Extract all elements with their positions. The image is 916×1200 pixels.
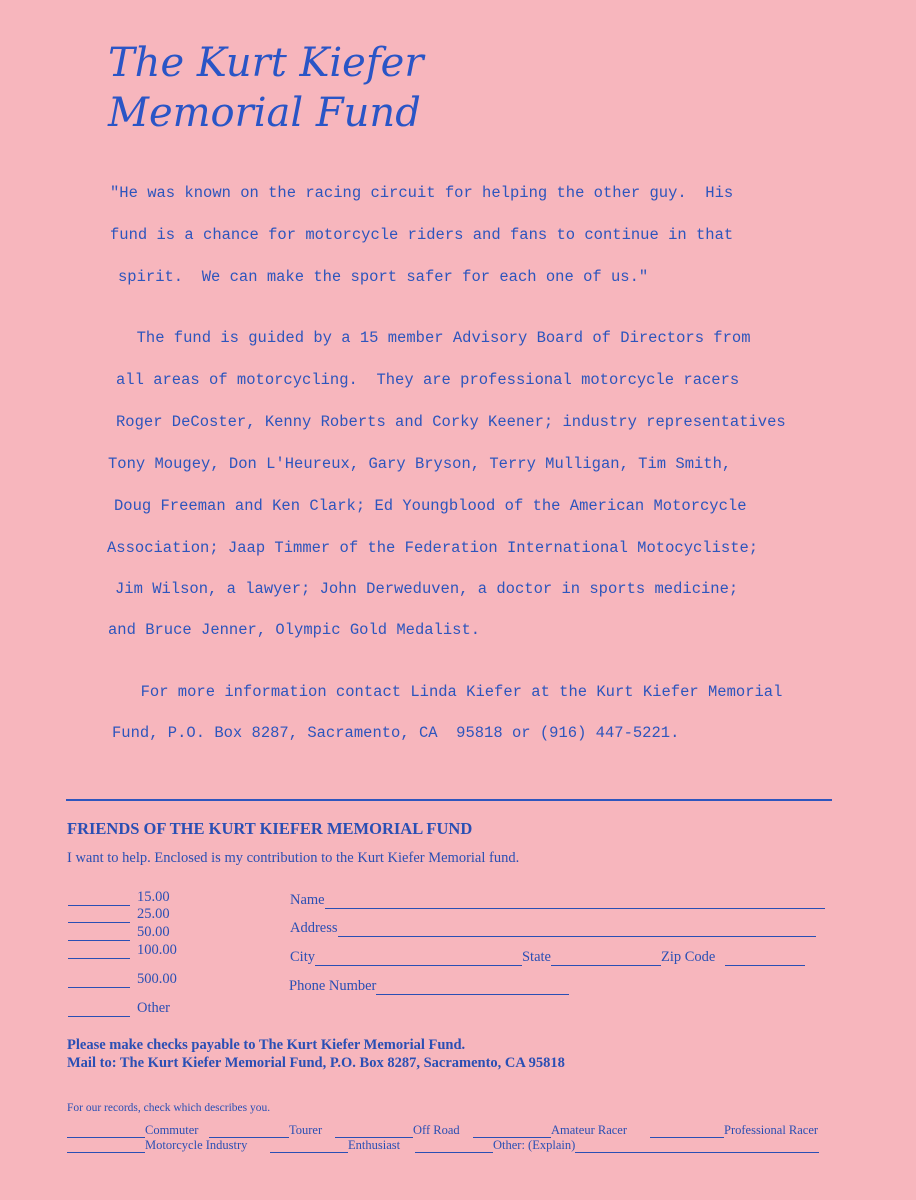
name-field [290, 892, 825, 909]
amount-checkline[interactable] [68, 944, 130, 959]
quote-line: "He was known on the racing circuit for helping the other guy. His [110, 184, 734, 202]
record-checkline[interactable] [270, 1141, 348, 1153]
form-heading: FRIENDS OF THE KURT KIEFER MEMORIAL FUND [67, 819, 473, 838]
board-line: Jim Wilson, a lawyer; John Derweduven, a doctor in sports medicine; [115, 580, 739, 598]
amount-option-15[interactable] [68, 889, 170, 906]
record-label: Tourer [289, 1123, 323, 1137]
city-label: City [290, 949, 315, 965]
record-option-off-road[interactable] [335, 1123, 460, 1138]
zip-label: Zip Code [660, 949, 716, 965]
state-label: State [521, 949, 551, 965]
divider-rule [66, 799, 832, 801]
record-option-other[interactable] [415, 1138, 819, 1153]
amount-label: 100.00 [137, 942, 177, 958]
phone-field [289, 978, 569, 995]
record-checkline[interactable] [473, 1126, 551, 1138]
record-option-enthusiast[interactable] [270, 1138, 400, 1153]
board-line: Tony Mougey, Don L'Heureux, Gary Bryson, Terry Mulligan, Tim Smith, [108, 455, 732, 473]
form-intro: I want to help. Enclosed is my contribution to the Kurt Kiefer Memorial fund. [67, 850, 520, 866]
amount-checkline[interactable] [68, 926, 130, 941]
amount-label: 15.00 [137, 889, 170, 905]
checks-note: Please make checks payable to The Kurt Kiefer Memorial Fund. [67, 1037, 466, 1053]
contact-line: For more information contact Linda Kiefer at the Kurt Kiefer Memorial [122, 683, 783, 701]
phone-label: Phone Number [289, 978, 377, 994]
records-heading: For our records, check which describes you. [67, 1102, 271, 1114]
title-line-2: Memorial Fund [108, 90, 421, 136]
record-checkline[interactable] [335, 1126, 413, 1138]
amount-checkline[interactable] [68, 891, 130, 906]
quote-line: spirit. We can make the sport safer for each one of us." [118, 268, 649, 286]
city-state-zip-field [290, 949, 805, 966]
amount-label: 25.00 [137, 906, 170, 922]
state-input-line[interactable] [551, 951, 661, 966]
record-label: Commuter [145, 1123, 199, 1137]
record-checkline[interactable] [415, 1141, 493, 1153]
record-option-tourer[interactable] [209, 1123, 322, 1138]
amount-checkline[interactable] [68, 1002, 130, 1017]
record-label: Professional Racer [724, 1123, 819, 1137]
amount-checkline[interactable] [68, 908, 130, 923]
amount-label: 50.00 [137, 924, 170, 940]
amount-option-other[interactable] [68, 1000, 170, 1017]
amount-label: 500.00 [137, 971, 177, 987]
board-line: all areas of motorcycling. They are professional motorcycle racers [116, 371, 740, 389]
record-option-professional-racer[interactable] [650, 1123, 818, 1138]
record-label: Other: (Explain) [493, 1138, 576, 1152]
record-label: Off Road [413, 1123, 460, 1137]
record-label: Enthusiast [348, 1138, 401, 1152]
record-option-commuter[interactable] [67, 1123, 198, 1138]
city-input-line[interactable] [315, 951, 522, 966]
amount-option-50[interactable] [68, 924, 170, 941]
record-checkline[interactable] [209, 1126, 289, 1138]
board-line: Doug Freeman and Ken Clark; Ed Youngblood of the American Motorcycle [114, 497, 747, 515]
record-label: Motorcycle Industry [145, 1138, 248, 1152]
explain-input-line[interactable] [575, 1141, 819, 1153]
phone-input-line[interactable] [376, 980, 569, 995]
amount-option-100[interactable] [68, 942, 177, 959]
address-label: Address [290, 920, 338, 936]
record-checkline[interactable] [650, 1126, 724, 1138]
amount-label: Other [137, 1000, 171, 1016]
record-checkline[interactable] [67, 1141, 145, 1153]
title-line-1: The Kurt Kiefer [108, 40, 424, 86]
contact-line: Fund, P.O. Box 8287, Sacramento, CA 95818 or (916) 447-5221. [112, 724, 680, 742]
page-title [108, 38, 423, 138]
record-label: Amateur Racer [551, 1123, 628, 1137]
board-line: The fund is guided by a 15 member Advisory Board of Directors from [118, 329, 751, 347]
name-label: Name [290, 892, 325, 908]
record-checkline[interactable] [67, 1126, 145, 1138]
name-input-line[interactable] [325, 894, 825, 909]
record-option-motorcycle-industry[interactable] [67, 1138, 247, 1153]
record-option-amateur-racer[interactable] [473, 1123, 627, 1138]
amount-option-25[interactable] [68, 906, 170, 923]
quote-line: fund is a chance for motorcycle riders and fans to continue in that [110, 226, 734, 244]
board-line: Association; Jaap Timmer of the Federation International Motocycliste; [107, 539, 759, 557]
zip-input-line[interactable] [725, 951, 805, 966]
address-field [290, 920, 816, 937]
board-line: and Bruce Jenner, Olympic Gold Medalist. [108, 621, 481, 639]
board-line: Roger DeCoster, Kenny Roberts and Corky Keener; industry representatives [116, 413, 786, 431]
address-input-line[interactable] [338, 922, 816, 937]
amount-checkline[interactable] [68, 973, 130, 988]
amount-option-500[interactable] [68, 971, 177, 988]
mail-note: Mail to: The Kurt Kiefer Memorial Fund, P.O. Box 8287, Sacramento, CA 95818 [67, 1055, 565, 1071]
